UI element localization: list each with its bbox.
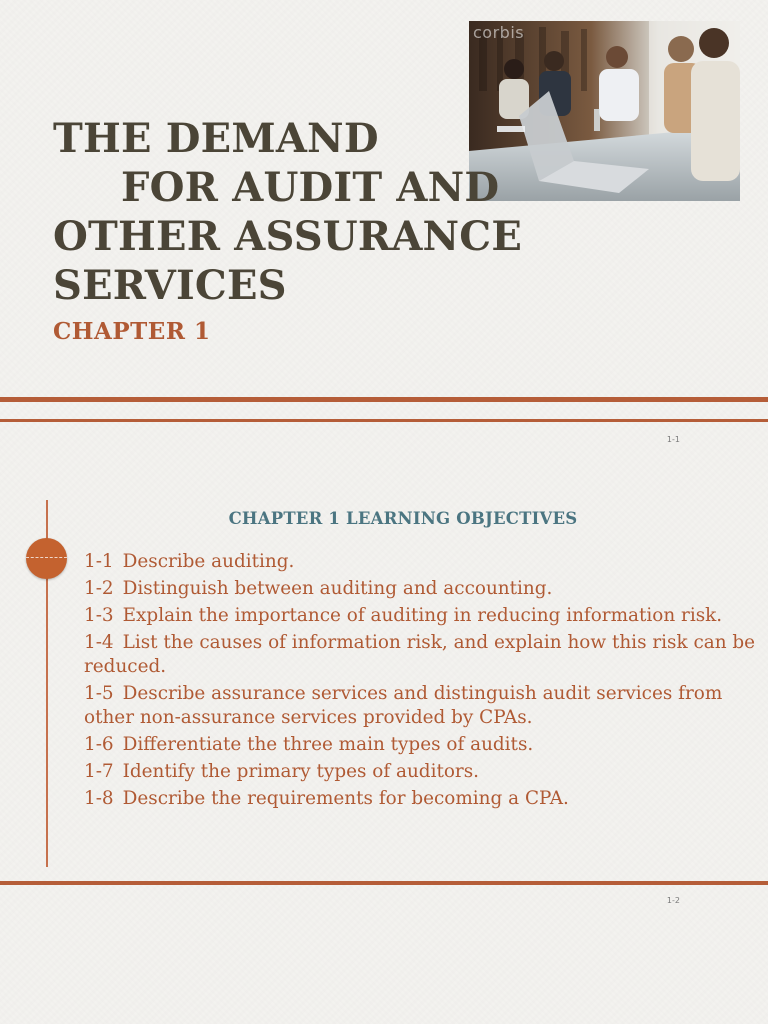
objective-number: 1-2 (84, 578, 114, 599)
title-line-1: THE DEMAND (53, 115, 379, 162)
title-slide (0, 0, 768, 444)
objective-text: Explain the importance of auditing in reducing information risk. (122, 605, 723, 626)
objective-item (84, 550, 768, 574)
timeline-marker (26, 538, 67, 579)
objective-text: Identify the primary types of auditors. (122, 761, 479, 782)
slide-title (53, 114, 523, 310)
divider-thick (0, 397, 768, 402)
objective-item (84, 604, 768, 628)
objective-item (84, 787, 768, 811)
objective-item (84, 682, 768, 730)
title-line-3: OTHER ASSURANCE (53, 213, 523, 260)
slide-number-1: 1-1 (666, 435, 680, 444)
objective-number: 1-1 (84, 551, 114, 572)
divider-bottom (0, 881, 768, 885)
objective-number: 1-7 (84, 761, 114, 782)
objective-text: Differentiate the three main types of audits. (122, 734, 534, 755)
objectives-list (84, 550, 768, 814)
marker-stitch (26, 557, 67, 559)
title-line-2: FOR AUDIT AND (121, 164, 500, 211)
objective-item (84, 577, 768, 601)
objective-item (84, 631, 768, 679)
chapter-subtitle: CHAPTER 1 (53, 318, 211, 345)
objective-text: List the causes of information risk, and explain how this risk can be reduced. (84, 632, 756, 677)
objective-number: 1-3 (84, 605, 114, 626)
objective-text: Describe assurance services and distinguish audit services from other non-assurance services provided by CPAs. (84, 683, 723, 728)
objective-text: Describe the requirements for becoming a CPA. (122, 788, 569, 809)
objective-item (84, 760, 768, 784)
objective-number: 1-5 (84, 683, 114, 704)
objective-number: 1-6 (84, 734, 114, 755)
objective-text: Distinguish between auditing and accounting. (122, 578, 553, 599)
objective-item (84, 733, 768, 757)
objective-text: Describe auditing. (122, 551, 295, 572)
objective-number: 1-4 (84, 632, 114, 653)
objectives-heading: CHAPTER 1 LEARNING OBJECTIVES (228, 509, 578, 528)
title-line-4: SERVICES (53, 262, 287, 309)
objective-number: 1-8 (84, 788, 114, 809)
slide-number-2: 1-2 (666, 896, 680, 905)
photo-watermark: corbis (473, 23, 525, 42)
divider-thin (0, 419, 768, 422)
